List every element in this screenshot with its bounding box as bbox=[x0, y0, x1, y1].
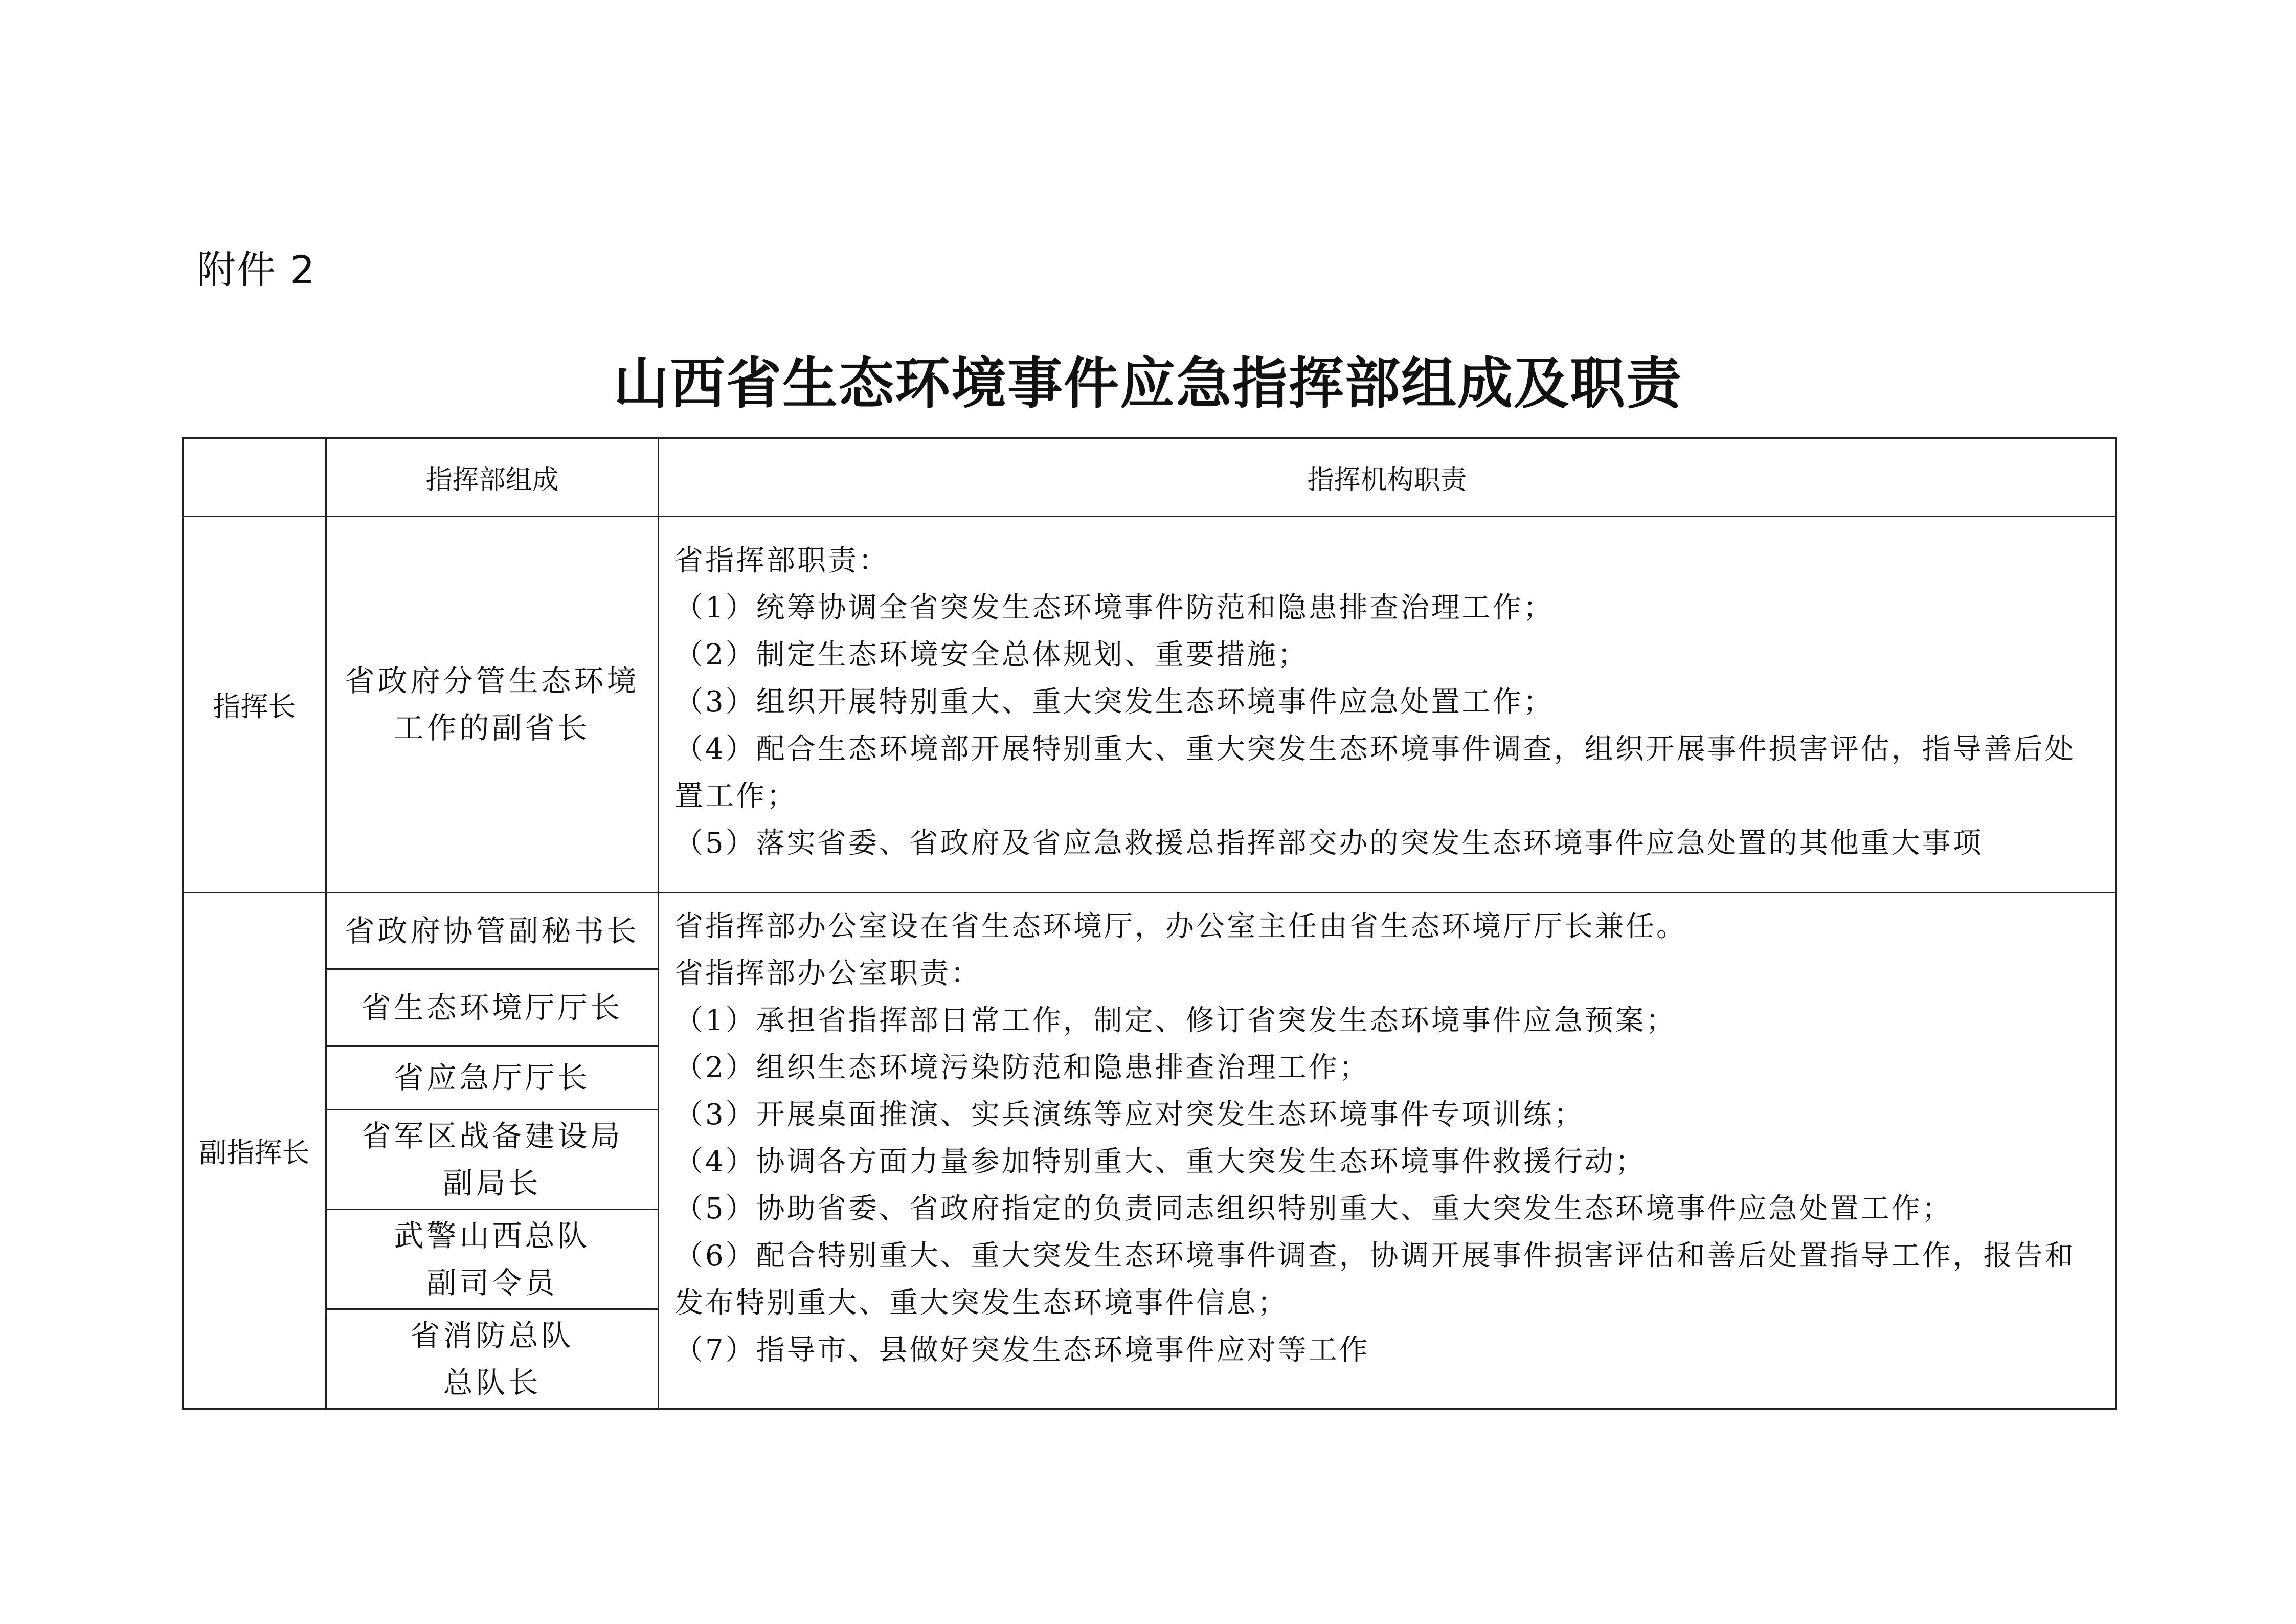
duty-line: （5）协助省委、省政府指定的负责同志组织特别重大、重大突发生态环境事件应急处置工作； bbox=[674, 1192, 1953, 1226]
duty-line: （1）统筹协调全省突发生态环境事件防范和隐患排查治理工作； bbox=[674, 591, 1554, 625]
member-deputy: 省政府协管副秘书长 bbox=[326, 893, 659, 969]
duty-line: 省指挥部办公室设在省生态环境厅，办公室主任由省生态环境厅厅长兼任。 bbox=[674, 910, 1687, 943]
member-deputy: 省应急厅厅长 bbox=[326, 1046, 659, 1110]
duty-line: （4）协调各方面力量参加特别重大、重大突发生态环境事件救援行动； bbox=[674, 1145, 1646, 1178]
role-chief: 指挥长 bbox=[183, 517, 326, 893]
member-deputy: 省军区战备建设局副局长 bbox=[326, 1110, 659, 1210]
command-structure-table bbox=[182, 437, 2117, 1410]
member-deputy: 省消防总队总队长 bbox=[326, 1309, 659, 1409]
duty-line: （5）落实省委、省政府及省应急救援总指挥部交办的突发生态环境事件应急处置的其他重大事项 bbox=[674, 827, 1984, 860]
duties-chief bbox=[659, 517, 2116, 893]
duties-deputy bbox=[659, 893, 2116, 1409]
duty-line: （3）开展桌面推演、实兵演练等应对突发生态环境事件专项训练； bbox=[674, 1098, 1585, 1131]
duty-line: （2）组织生态环境污染防范和隐患排查治理工作； bbox=[674, 1051, 1370, 1084]
duty-line: （3）组织开展特别重大、重大突发生态环境事件应急处置工作； bbox=[674, 685, 1554, 719]
table-row-chief bbox=[183, 517, 2116, 893]
header-duty-cell: 指挥机构职责 bbox=[659, 438, 2116, 517]
duty-line: （4）配合生态环境部开展特别重大、重大突发生态环境事件调查，组织开展事件损害评估，指导善后处置工作； bbox=[674, 732, 2076, 813]
duty-line: 省指挥部职责： bbox=[674, 544, 889, 577]
header-role-cell bbox=[183, 438, 326, 517]
member-deputy: 武警山西总队副司令员 bbox=[326, 1210, 659, 1309]
duty-line: （7）指导市、县做好突发生态环境事件应对等工作 bbox=[674, 1333, 1370, 1367]
table-header-row bbox=[183, 438, 2116, 517]
table-row-deputy bbox=[183, 893, 2116, 969]
role-deputy: 副指挥长 bbox=[183, 893, 326, 1409]
duty-line: （6）配合特别重大、重大突发生态环境事件调查，协调开展事件损害评估和善后处置指导工作，报告和发布特别重大、重大突发生态环境事件信息； bbox=[674, 1239, 2076, 1320]
document-title: 山西省生态环境事件应急指挥部组成及职责 bbox=[613, 351, 1682, 416]
duty-line: （1）承担省指挥部日常工作，制定、修订省突发生态环境事件应急预案； bbox=[674, 1004, 1677, 1037]
duty-line: 省指挥部办公室职责： bbox=[674, 957, 981, 990]
member-chief: 省政府分管生态环境工作的副省长 bbox=[326, 517, 659, 893]
member-deputy: 省生态环境厅厅长 bbox=[326, 969, 659, 1046]
duty-line: （2）制定生态环境安全总体规划、重要措施； bbox=[674, 638, 1309, 672]
header-member-cell: 指挥部组成 bbox=[326, 438, 659, 517]
attachment-label: 附件 2 bbox=[197, 247, 316, 293]
